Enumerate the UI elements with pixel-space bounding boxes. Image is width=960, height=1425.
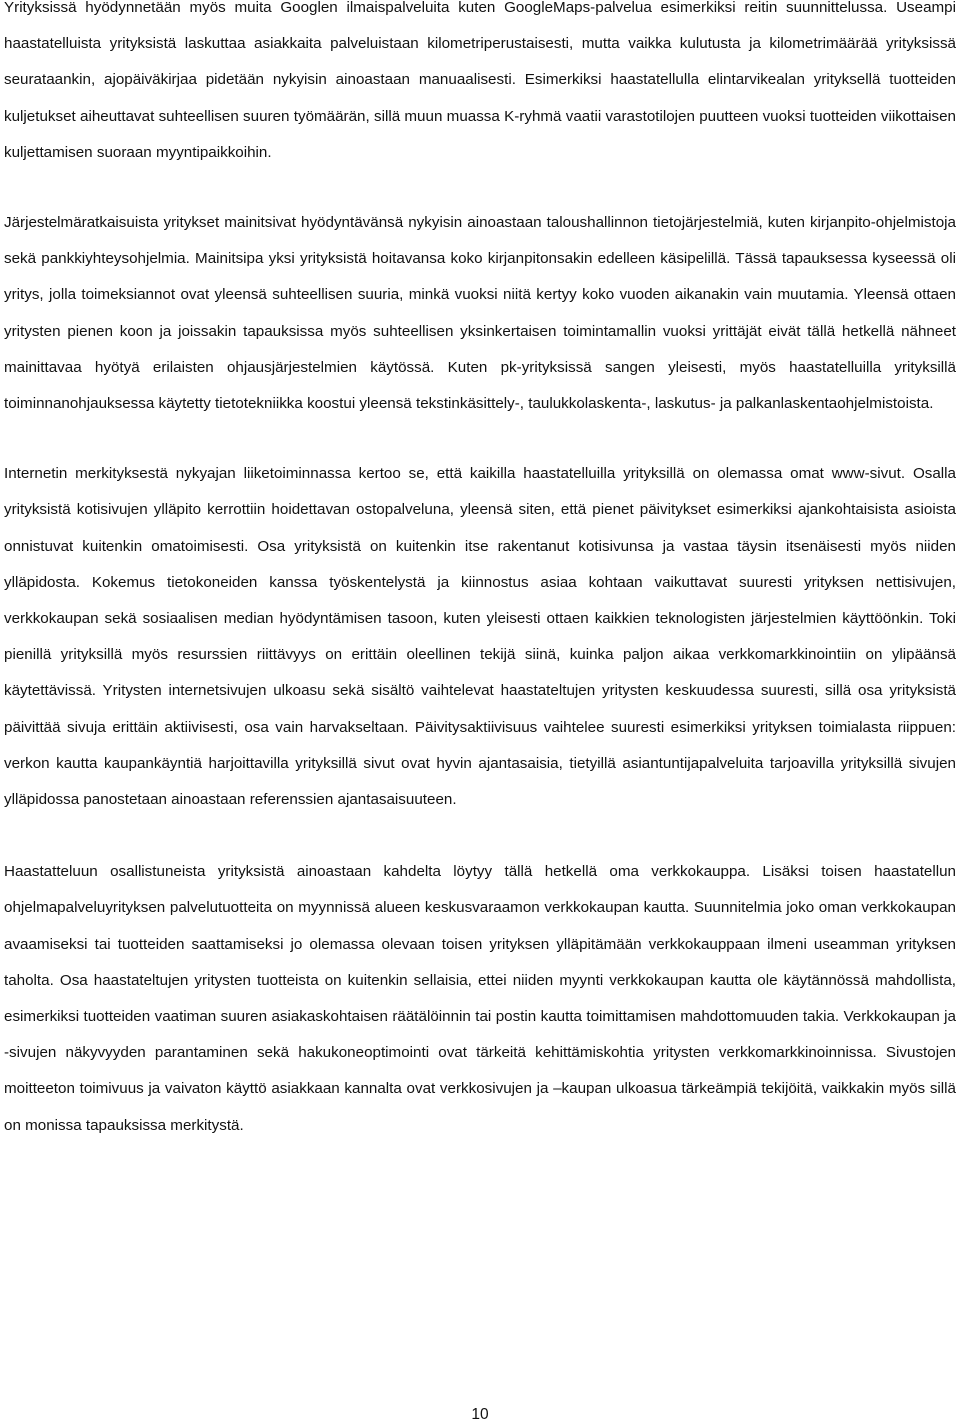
paragraph-internet-significance: Internetin merkityksestä nykyajan liiketoiminnassa kertoo se, että kaikilla haastatelluilla yrityksillä on olemassa omat www-sivut. Osalla yrityksistä kotisivujen ylläpito kerrottiin hoidettavan ostopalveluna, yleensä siten, että pienet päivitykset esimerkiksi ajankohtaisista asioista onnistuvat kuitenkin omatoimisesti. Osa yrityksistä on kuitenkin itse rakentanut kotisivunsa ja vastaa täysin itsenäisesti myös niiden ylläpidosta. Kokemus tietokoneiden kanssa työskentelystä ja kiinnostus asiaa kohtaan vaikuttavat suuresti yrityksen nettisivujen, verkkokaupan sekä sosiaalisen median hyödyntämisen tasoon, kuten yleisesti ottaen kaikkien teknologisten järjestelmien käyttöönkin. Toki pienillä yrityksillä myös resurssien riittävyys on erittäin oleellinen tekijä siinä, kuinka paljon aikaa verkkomarkkinointiin on ylipäänsä käytettävissä. Yritysten internetsivujen ulkoasu sekä sisältö vaihtelevat haastateltujen yritysten keskuudessa suuresti, sillä osa yrityksistä päivittää sivuja erittäin aktiivisesti, osa vain harvakseltaan. Päivitysaktiivisuus vaihtelee suuresti esimerkiksi yrityksen toimialasta riippuen: verkon kautta kaupankäyntiä harjoittavilla yrityksillä sivut ovat hyvin ajantasaisia, tietyillä asiantuntijapalveluita tarjoavilla yrityksillä sivujen ylläpidossa panostetaan ainoastaan referenssien ajantasaisuuteen. bbox=[4, 465, 956, 809]
document-page bbox=[4, 0, 956, 1144]
paragraph-spacer bbox=[4, 818, 956, 854]
paragraph-spacer bbox=[4, 422, 956, 456]
page-number: 10 bbox=[471, 1406, 489, 1423]
paragraph-spacer bbox=[4, 171, 956, 205]
paragraph-online-stores: Haastatteluun osallistuneista yrityksistä ainoastaan kahdelta löytyy tällä hetkellä oma verkkokauppa. Lisäksi toisen haastatellun ohjelmapalveluyrityksen palvelutuotteita on myynnissä alueen keskusvaraamon verkkokaupan kautta. Suunnitelmia joko oman verkkokaupan avaamiseksi tai tuotteiden saattamiseksi jo olemassa olevaan toisen yrityksen ylläpitämään verkkokauppaan ilmeni useamman yrityksen taholta. Osa haastateltujen yritysten tuotteista on kuitenkin sellaisia, ettei niiden myynti verkkokaupan kautta ole käytännössä mahdollista, esimerkiksi tuotteiden vaatiman suuren asiakaskohtaisen räätälöinnin tai postin kautta toimittamisen mahdottomuuden takia. Verkkokaupan ja -sivujen näkyvyyden parantaminen sekä hakukoneoptimointi ovat tärkeitä kehittämiskohtia yritysten verkkomarkkinoinnissa. Sivustojen moitteeton toimivuus ja vaivaton käyttö asiakkaan kannalta ovat verkkosivujen ja –kaupan ulkoasua tärkeämpiä tekijöitä, vaikkakin myös sillä on monissa tapauksissa merkitystä. bbox=[4, 863, 956, 1134]
paragraph-system-solutions: Järjestelmäratkaisuista yritykset mainitsivat hyödyntävänsä nykyisin ainoastaan taloushallinnon tietojärjestelmiä, kuten kirjanpito-ohjelmistoja sekä pankkiyhteysohjelmia. Mainitsipa yksi yrityksistä hoitavansa koko kirjanpitonsakin edelleen käsipelillä. Tässä tapauksessa kyseessä oli yritys, jolla toimeksiannot ovat yleensä suhteellisen suuria, minkä vuoksi niitä kertyy koko vuoden aikanakin vain muutamia. Yleensä ottaen yritysten pienen koon ja joissakin tapauksissa myös suhteellisen yksinkertaisen toimintamallin vuoksi yrittäjät eivät tällä hetkellä nähneet mainittavaa hyötyä erilaisten ohjausjärjestelmien käytössä. Kuten pk-yrityksissä sangen yleisesti, myös haastatelluilla yrityksillä toiminnanohjauksessa käytetty tietotekniikka koostui yleensä tekstinkäsittely-, taulukkolaskenta-, laskutus- ja palkanlaskentaohjelmistoista. bbox=[4, 214, 956, 413]
paragraph-navigation-and-logistics: Yrityksissä hyödynnetään myös muita Googlen ilmaispalveluita kuten GoogleMaps-palvelua esimerkiksi reitin suunnittelussa. Useampi haastatelluista yrityksistä laskuttaa asiakkaita palveluistaan kilometriperustaisesti, mutta vaikka kulutusta ja kilometrimäärää yrityksissä seurataankin, ajopäiväkirjaa pidetään nykyisin ainoastaan manuaalisesti. Esimerkiksi haastatellulla elintarvikealan yrityksellä tuotteiden kuljetukset aiheuttavat suhteellisen suuren työmäärän, sillä muun muassa K-ryhmä vaatii varastotilojen puutteen vuoksi tuotteiden viikottaisen kuljettamisen suoraan myyntipaikkoihin. bbox=[4, 0, 956, 161]
